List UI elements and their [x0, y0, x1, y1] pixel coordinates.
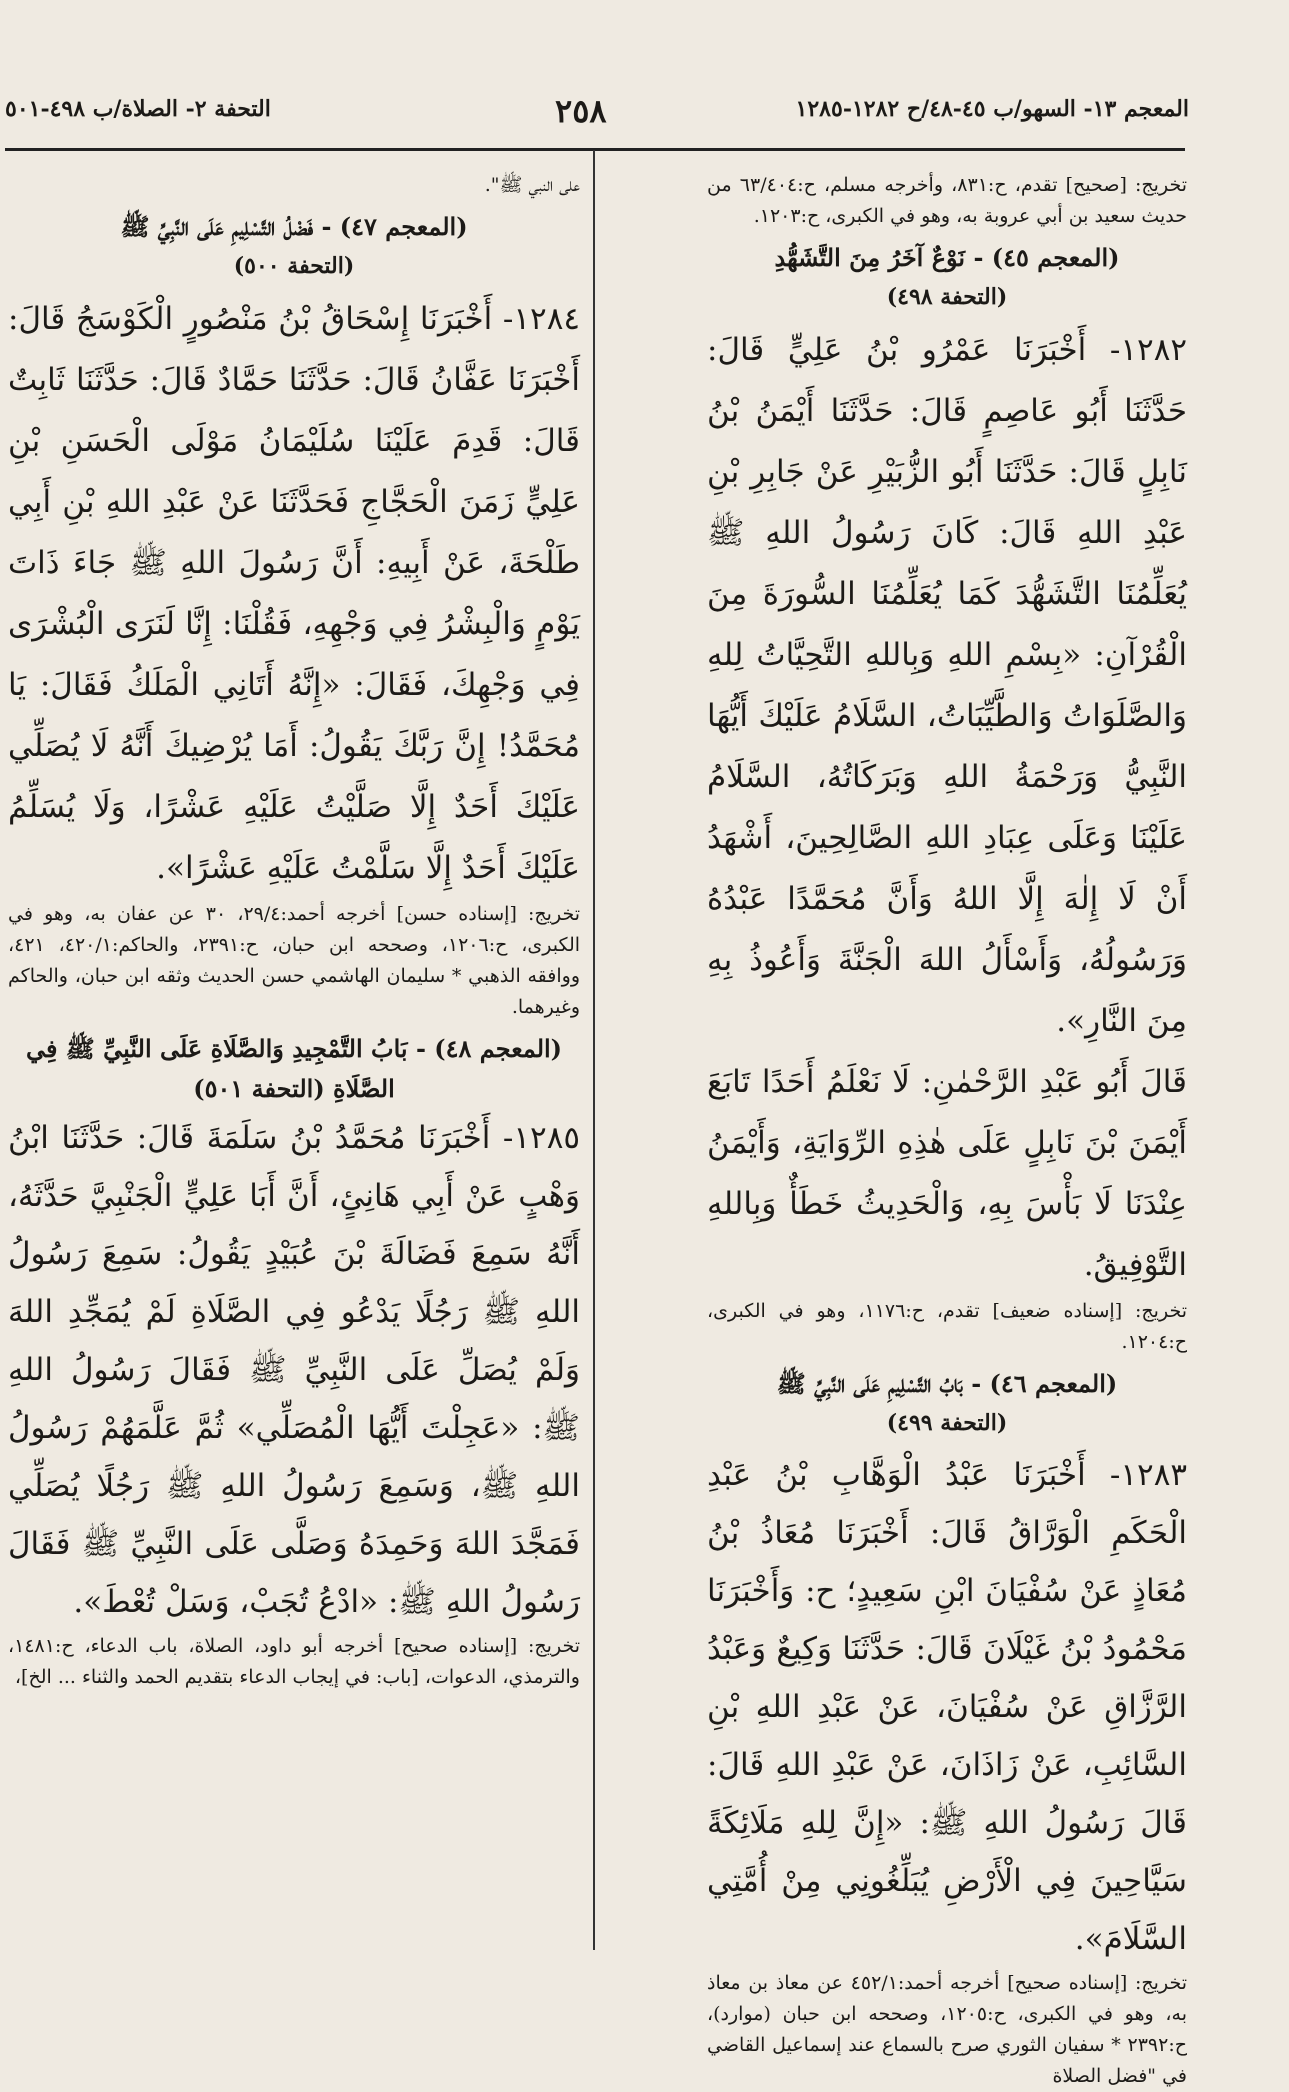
header-left-ref: التحفة ٢- الصلاة/ب ٤٩٨-٥٠١ [5, 96, 271, 122]
takhrij-1283: تخريج: [إسناده صحيح] أخرجه أحمد:٤٥٢/١ عن معاذ بن معاذ به، وهو في الكبرى، ح:١٢٠٥، وصححه ابن حبان (موارد)، ح:٢٣٩٢ * سفيان الثوري صرح بالسماع عند إسماعيل القاضي في "فضل الصلاة [707, 1972, 1187, 2087]
tuhfa-ref-45: (التحفة ٤٩٨) [886, 284, 1008, 310]
takhrij-1285: تخريج: [إسناده صحيح] أخرجه أبو داود، الصلاة، باب الدعاء، ح:١٤٨١، والترمذي، الدعوات، [باب: في إيجاب الدعاء بتقديم الحمد والثناء ... الخ]، [8, 1635, 580, 1688]
header-right-ref: المعجم ١٣- السهو/ب ٤٥-٤٨/ح ١٢٨٢-١٢٨٥ [795, 96, 1189, 122]
right-column [707, 170, 1188, 2087]
tuhfa-ref-47: (التحفة ٥٠٠) [233, 253, 355, 279]
hadith-1282: ١٢٨٢- أَخْبَرَنَا عَمْرُو بْنُ عَلِيٍّ قَالَ: حَدَّثَنَا أَبُو عَاصِمٍ قَالَ: حَدَّثَنَا أَيْمَنُ بْنُ نَابِلٍ قَالَ: حَدَّثَنَا أَبُو الزُّبَيْرِ عَنْ جَابِرِ بْنِ عَبْدِ اللهِ قَالَ: كَانَ رَسُولُ اللهِ ﷺ يُعَلِّمُنَا التَّشَهُّدَ كَمَا يُعَلِّمُنَا السُّورَةَ مِنَ الْقُرْآنِ: «بِسْمِ اللهِ وَبِاللهِ التَّحِيَّاتُ لِلهِ وَالصَّلَوَاتُ وَالطَّيِّبَاتُ، السَّلَامُ عَلَيْكَ أَيُّهَا النَّبِيُّ وَرَحْمَةُ اللهِ وَبَرَكَاتُهُ، السَّلَامُ عَلَيْنَا وَعَلَى عِبَادِ اللهِ الصَّالِحِينَ، أَشْهَدُ أَنْ لَا إِلٰهَ إِلَّا اللهُ وَأَنَّ مُحَمَّدًا عَبْدُهُ وَرَسُولُهُ، وَأَسْأَلُ اللهَ الْجَنَّةَ وَأَعُوذُ بِهِ مِنَ النَّارِ». [707, 332, 1187, 1039]
chapter-heading-45: (المعجم ٤٥) - نَوْعٌ آخَرُ مِنَ التَّشَهُّدِ [774, 243, 1120, 272]
chapter-heading-47: (المعجم ٤٧) - فَضْلُ التَّسْلِيمِ عَلَى النَّبِيِّ ﷺ [120, 212, 468, 241]
hadith-1282-comment: قَالَ أَبُو عَبْدِ الرَّحْمٰنِ: لَا نَعْلَمُ أَحَدًا تَابَعَ أَيْمَنَ بْنَ نَابِلٍ عَلَى هٰذِهِ الرِّوَايَةِ، وَأَيْمَنُ عِنْدَنَا لَا بَأْسَ بِهِ، وَالْحَدِيثُ خَطَأٌ وَبِاللهِ التَّوْفِيقُ. [707, 1064, 1187, 1283]
continued-note: على النبي ﷺ". [484, 174, 580, 196]
hadith-1284: ١٢٨٤- أَخْبَرَنَا إِسْحَاقُ بْنُ مَنْصُورٍ الْكَوْسَجُ قَالَ: أَخْبَرَنَا عَفَّانُ قَالَ: حَدَّثَنَا حَمَّادٌ قَالَ: حَدَّثَنَا ثَابِتٌ قَالَ: قَدِمَ عَلَيْنَا سُلَيْمَانُ مَوْلَى الْحَسَنِ بْنِ عَلِيٍّ زَمَنَ الْحَجَّاجِ فَحَدَّثَنَا عَنْ عَبْدِ اللهِ بْنِ أَبِي طَلْحَةَ، عَنْ أَبِيهِ: أَنَّ رَسُولَ اللهِ ﷺ جَاءَ ذَاتَ يَوْمٍ وَالْبِشْرُ فِي وَجْهِهِ، فَقُلْنَا: إِنَّا لَنَرَى الْبُشْرَى فِي وَجْهِكَ، فَقَالَ: «إِنَّهُ أَتَانِي الْمَلَكُ فَقَالَ: يَا مُحَمَّدُ! إِنَّ رَبَّكَ يَقُولُ: أَمَا يُرْضِيكَ أَنَّهُ لَا يُصَلِّي عَلَيْكَ أَحَدٌ إِلَّا صَلَّيْتُ عَلَيْهِ عَشْرًا، وَلَا يُسَلِّمُ عَلَيْكَ أَحَدٌ إِلَّا سَلَّمْتُ عَلَيْهِ عَشْرًا». [8, 301, 580, 886]
header-rule [5, 148, 1185, 151]
chapter-heading-48: (المعجم ٤٨) - بَابُ التَّمْجِيدِ وَالصَّلَاةِ عَلَى النَّبِيِّ ﷺ فِي الصَّلَاةِ (التحفة ٥٠١) [25, 1034, 563, 1103]
hadith-1285: ١٢٨٥- أَخْبَرَنَا مُحَمَّدُ بْنُ سَلَمَةَ قَالَ: حَدَّثَنَا ابْنُ وَهْبٍ عَنْ أَبِي هَانِئٍ، أَنَّ أَبَا عَلِيٍّ الْجَنْبِيَّ حَدَّثَهُ، أَنَّهُ سَمِعَ فَضَالَةَ بْنَ عُبَيْدٍ يَقُولُ: سَمِعَ رَسُولُ اللهِ ﷺ رَجُلًا يَدْعُو فِي الصَّلَاةِ لَمْ يُمَجِّدِ اللهَ وَلَمْ يُصَلِّ عَلَى النَّبِيِّ ﷺ فَقَالَ رَسُولُ اللهِ ﷺ: «عَجِلْتَ أَيُّهَا الْمُصَلِّي» ثُمَّ عَلَّمَهُمْ رَسُولُ اللهِ ﷺ، وَسَمِعَ رَسُولُ اللهِ ﷺ رَجُلًا يُصَلِّي فَمَجَّدَ اللهَ وَحَمِدَهُ وَصَلَّى عَلَى النَّبِيِّ ﷺ فَقَالَ رَسُولُ اللهِ ﷺ: «ادْعُ تُجَبْ، وَسَلْ تُعْطَ». [8, 1120, 580, 1620]
left-column [8, 170, 580, 1970]
hadith-1283: ١٢٨٣- أَخْبَرَنَا عَبْدُ الْوَهَّابِ بْنُ عَبْدِ الْحَكَمِ الْوَرَّاقُ قَالَ: أَخْبَرَنَا مُعَاذُ بْنُ مُعَاذٍ عَنْ سُفْيَانَ ابْنِ سَعِيدٍ؛ ح: وَأَخْبَرَنَا مَحْمُودُ بْنُ غَيْلَانَ قَالَ: حَدَّثَنَا وَكِيعٌ وَعَبْدُ الرَّزَّاقِ عَنْ سُفْيَانَ، عَنْ عَبْدِ اللهِ بْنِ السَّائِبِ، عَنْ زَاذَانَ، عَنْ عَبْدِ اللهِ قَالَ: قَالَ رَسُولُ اللهِ ﷺ: «إِنَّ لِلهِ مَلَائِكَةً سَيَّاحِينَ فِي الْأَرْضِ يُبَلِّغُونِي مِنْ أُمَّتِي السَّلَامَ». [707, 1457, 1187, 1957]
takhrij-note: تخريج: [صحيح] تقدم، ح:٨٣١، وأخرجه مسلم، ح:٦٣/٤٠٤ من حديث سعيد بن أبي عروبة به، وهو في الكبرى، ح:١٢٠٣. [707, 174, 1188, 227]
page-number: ٢٥٨ [555, 92, 607, 130]
takhrij-1284: تخريج: [إسناده حسن] أخرجه أحمد:٢٩/٤، ٣٠ عن عفان به، وهو في الكبرى، ح:١٢٠٦، وصححه ابن حبان، ح:٢٣٩١، والحاكم:٤٢٠/١، ٤٢١، ووافقه الذهبي * سليمان الهاشمي حسن الحديث وثقه ابن حبان، والحاكم وغيرهما. [8, 903, 581, 1018]
takhrij-1282: تخريج: [إسناده ضعيف] تقدم، ح:١١٧٦، وهو في الكبرى، ح:١٢٠٤. [707, 1300, 1187, 1353]
column-divider [593, 150, 595, 1950]
page-header [0, 0, 1289, 150]
tuhfa-ref-46: (التحفة ٤٩٩) [886, 1410, 1008, 1436]
chapter-heading-46: (المعجم ٤٦) - بَابُ التَّسْلِيمِ عَلَى النَّبِيِّ ﷺ [776, 1369, 1118, 1398]
